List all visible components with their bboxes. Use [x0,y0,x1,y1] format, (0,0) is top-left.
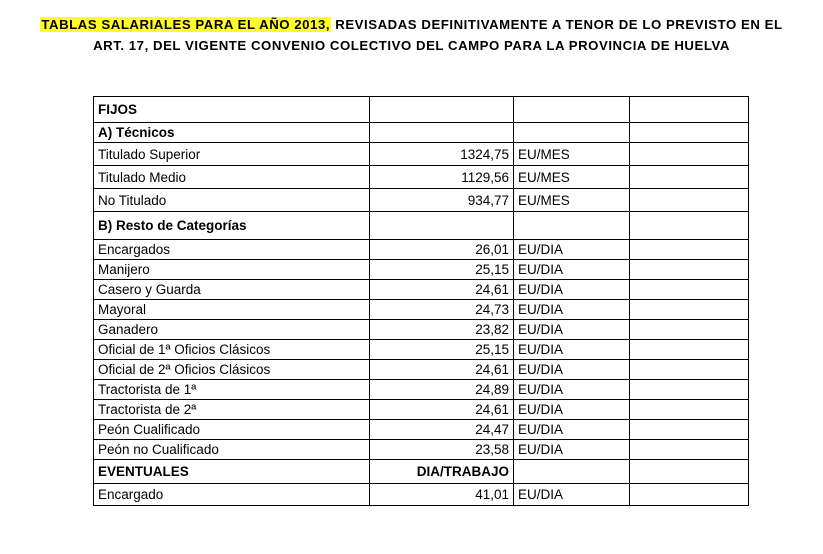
category-cell: Casero y Guarda [94,280,370,300]
unit-cell: EU/DIA [514,240,630,260]
empty-cell [630,260,749,280]
table-row [94,260,749,280]
empty-cell [630,420,749,440]
unit-cell: EU/DIA [514,280,630,300]
value-cell: 26,01 [370,240,514,260]
value-cell: 23,58 [370,440,514,460]
empty-cell [630,320,749,340]
tecnicos-rows [94,143,749,212]
value-cell: 41,01 [370,484,514,506]
value-cell: 934,77 [370,189,514,212]
unit-cell: EU/DIA [514,440,630,460]
unit-cell: EU/DIA [514,400,630,420]
table-row [94,280,749,300]
category-cell: Encargados [94,240,370,260]
empty-cell [630,360,749,380]
eventuales-rows [94,484,749,506]
empty-cell [630,484,749,506]
value-cell: 24,73 [370,300,514,320]
document-heading [0,14,823,56]
section-label: FIJOS [94,97,370,123]
unit-cell: EU/MES [514,166,630,189]
unit-cell: EU/DIA [514,420,630,440]
heading-line-1 [0,14,823,35]
salary-table [93,96,749,506]
value-cell: 24,89 [370,380,514,400]
empty-cell [630,340,749,360]
unit-cell: EU/MES [514,143,630,166]
section-row-fijos [94,97,749,123]
table-row [94,400,749,420]
empty-cell [630,166,749,189]
value-cell: 25,15 [370,340,514,360]
category-cell: Oficial de 2ª Oficios Clásicos [94,360,370,380]
empty-cell [630,380,749,400]
section-label: EVENTUALES [94,460,370,484]
value-cell: 24,61 [370,280,514,300]
unit-cell: EU/DIA [514,300,630,320]
category-cell: Oficial de 1ª Oficios Clásicos [94,340,370,360]
category-cell: No Titulado [94,189,370,212]
category-cell: Encargado [94,484,370,506]
unit-cell: EU/DIA [514,320,630,340]
table-row [94,300,749,320]
section-label: A) Técnicos [94,123,370,143]
table-row [94,484,749,506]
empty-cell [630,300,749,320]
table-row [94,166,749,189]
table-row [94,360,749,380]
section-row-eventuales [94,460,749,484]
unit-cell: EU/DIA [514,340,630,360]
unit-cell: EU/DIA [514,484,630,506]
value-cell: 1129,56 [370,166,514,189]
category-cell: Titulado Superior [94,143,370,166]
value-cell: 24,47 [370,420,514,440]
unit-cell: EU/DIA [514,260,630,280]
unit-cell: EU/MES [514,189,630,212]
value-cell: 24,61 [370,400,514,420]
category-cell: Ganadero [94,320,370,340]
empty-cell [630,143,749,166]
unit-cell: EU/DIA [514,380,630,400]
heading-rest: REVISADAS DEFINITIVAMENTE A TENOR DE LO PREVISTO EN EL [331,17,783,32]
dia-trabajo-header: DIA/TRABAJO [370,460,514,484]
heading-line-2: ART. 17, DEL VIGENTE CONVENIO COLECTIVO DEL CAMPO PARA LA PROVINCIA DE HUELVA [93,38,730,53]
section-label: B) Resto de Categorías [94,212,370,240]
table-row [94,320,749,340]
value-cell: 25,15 [370,260,514,280]
category-cell: Tractorista de 2ª [94,400,370,420]
table-row [94,143,749,166]
section-row-tecnicos [94,123,749,143]
category-cell: Tractorista de 1ª [94,380,370,400]
category-cell: Peón Cualificado [94,420,370,440]
section-row-resto [94,212,749,240]
category-cell: Mayoral [94,300,370,320]
heading-highlight: TABLAS SALARIALES PARA EL AÑO 2013, [41,17,331,32]
resto-rows [94,240,749,460]
table-row [94,240,749,260]
category-cell: Titulado Medio [94,166,370,189]
empty-cell [630,189,749,212]
table-row [94,440,749,460]
empty-cell [630,440,749,460]
value-cell: 23,82 [370,320,514,340]
value-cell: 1324,75 [370,143,514,166]
table-row [94,380,749,400]
table-row [94,189,749,212]
category-cell: Peón no Cualificado [94,440,370,460]
table-row [94,420,749,440]
category-cell: Manijero [94,260,370,280]
empty-cell [630,240,749,260]
table-row [94,340,749,360]
empty-cell [630,400,749,420]
value-cell: 24,61 [370,360,514,380]
unit-cell: EU/DIA [514,360,630,380]
empty-cell [630,280,749,300]
